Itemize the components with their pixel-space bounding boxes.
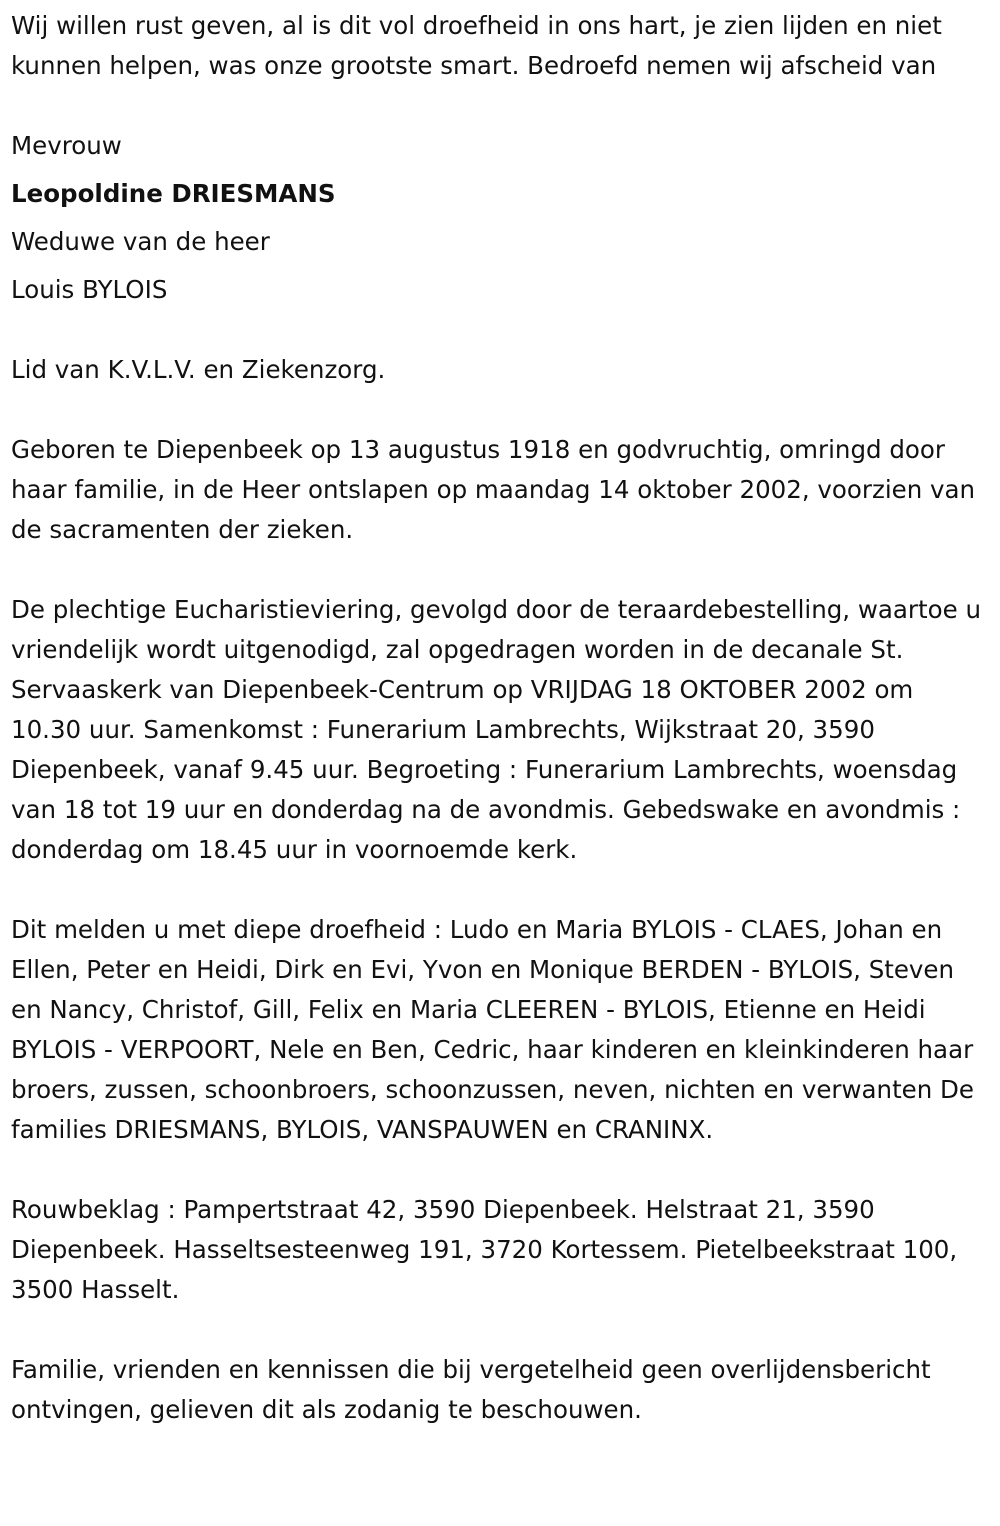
salutation: Mevrouw bbox=[11, 131, 122, 160]
ceremony-paragraph: De plechtige Eucharistieviering, gevolgd door de teraardebestelling, waartoe u vriendelijk wordt uitgenodigd, zal opgedragen worden in de decanale St. Servaaskerk van Diepenbeek-Centrum op VRIJDAG 18 OKTOBER 2002 om 10.30 uur. Samenkomst : Funerarium Lambrechts, Wijkstraat 20, 3590 Diepenbeek, vanaf 9.45 uur. Begroeting : Funerarium Lambrechts, woensdag van 18 tot 19 uur en donderdag na de avondmis. Gebedswake en avondmis : donderdag om 18.45 uur in voornoemde kerk. bbox=[11, 595, 981, 864]
deceased-name: Leopoldine DRIESMANS bbox=[11, 179, 336, 208]
widow-line: Weduwe van de heer bbox=[11, 227, 270, 256]
obituary-notice bbox=[11, 6, 990, 1430]
spouse-name: Louis BYLOIS bbox=[11, 275, 168, 304]
condolence-addresses-paragraph: Rouwbeklag : Pampertstraat 42, 3590 Diepenbeek. Helstraat 21, 3590 Diepenbeek. Hasseltsesteenweg 191, 3720 Kortessem. Pietelbeekstraat 100, 3500 Hasselt. bbox=[11, 1195, 958, 1304]
birth-death-paragraph: Geboren te Diepenbeek op 13 augustus 1918 en godvruchtig, omringd door haar familie, in de Heer ontslapen op maandag 14 oktober 2002, voorzien van de sacramenten der zieken. bbox=[11, 435, 976, 544]
closing-paragraph: Familie, vrienden en kennissen die bij vergetelheid geen overlijdensbericht ontvingen, gelieven dit als zodanig te beschouwen. bbox=[11, 1355, 931, 1424]
family-paragraph: Dit melden u met diepe droefheid : Ludo en Maria BYLOIS - CLAES, Johan en Ellen, Peter en Heidi, Dirk en Evi, Yvon en Monique BERDEN - BYLOIS, Steven en Nancy, Christof, Gill, Felix en Maria CLEEREN - BYLOIS, Etienne en Heidi BYLOIS - VERPOORT, Nele en Ben, Cedric, haar kinderen en kleinkinderen haar broers, zussen, schoonbroers, schoonzussen, neven, nichten en verwanten De families DRIESMANS, BYLOIS, VANSPAUWEN en CRANINX. bbox=[11, 915, 975, 1144]
intro-paragraph: Wij willen rust geven, al is dit vol droefheid in ons hart, je zien lijden en niet kunnen helpen, was onze grootste smart. Bedroefd nemen wij afscheid van bbox=[11, 11, 942, 80]
membership-paragraph: Lid van K.V.L.V. en Ziekenzorg. bbox=[11, 355, 386, 384]
